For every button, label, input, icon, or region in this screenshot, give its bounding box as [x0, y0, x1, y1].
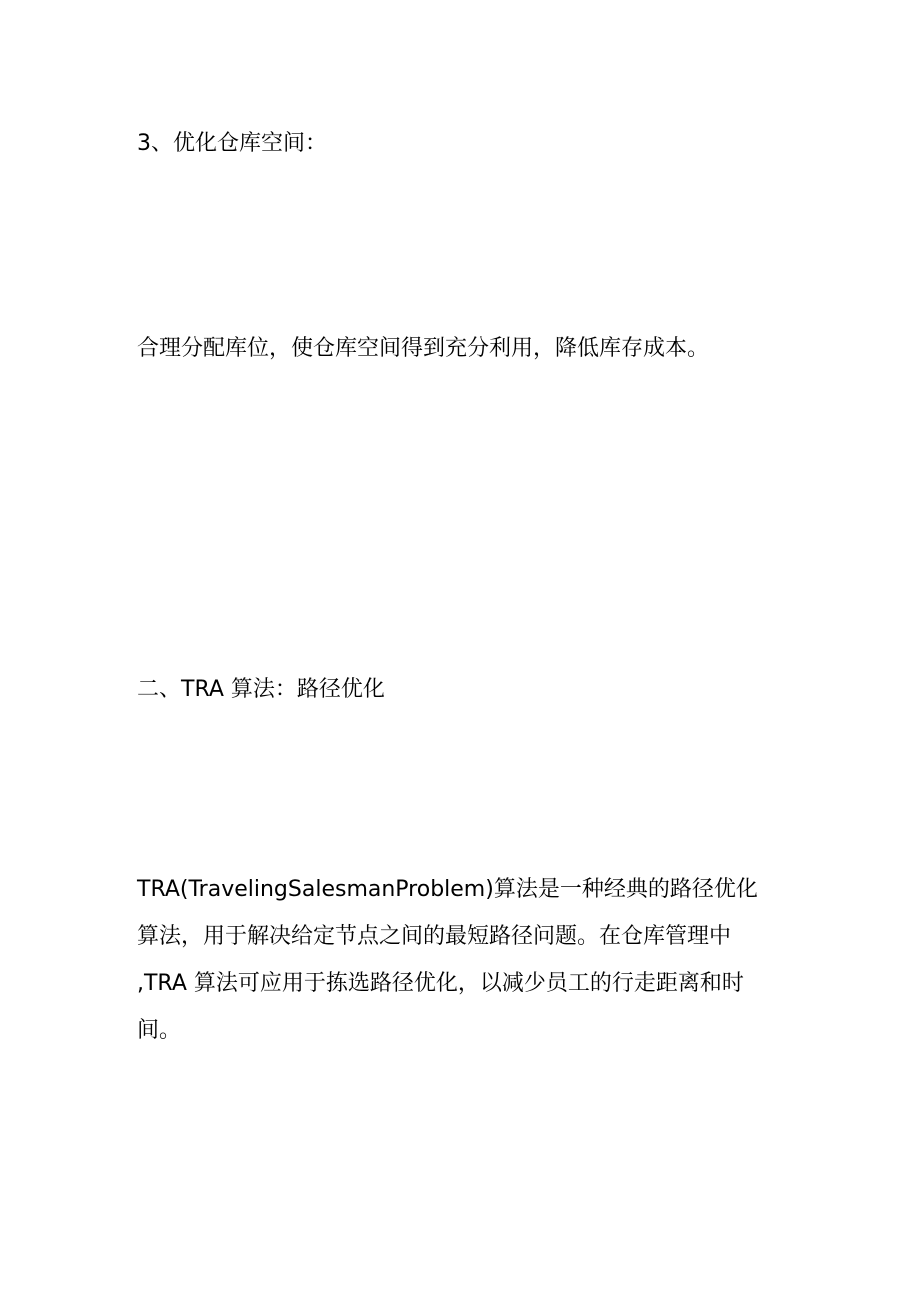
- section-text-space-allocation: 合理分配库位，使仓库空间得到充分利用，降低库存成本。: [137, 336, 710, 361]
- paragraph-line: TRA(TravelingSalesmanProblem)算法是一种经典的路径优化: [137, 877, 758, 902]
- paragraph-line: 算法，用于解决给定节点之间的最短路径问题。在仓库管理中: [137, 924, 732, 949]
- chapter-heading-tra-algorithm: 二、TRA 算法：路径优化: [137, 677, 385, 702]
- paragraph-line: 间。: [137, 1018, 182, 1043]
- section-heading-optimize-space: 3、优化仓库空间：: [137, 131, 327, 156]
- paragraph-line: ,TRA 算法可应用于拣选路径优化，以减少员工的行走距离和时: [137, 971, 744, 996]
- tra-description-paragraph: [137, 866, 758, 1054]
